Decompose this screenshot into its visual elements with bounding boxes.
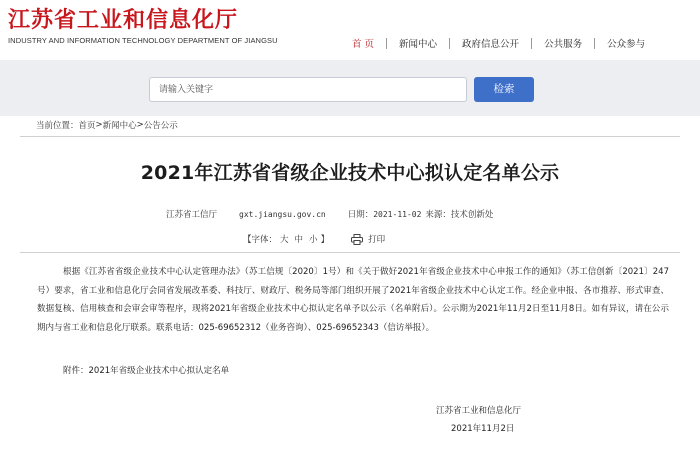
article-source-url: gxt.jiangsu.gov.cn (239, 209, 326, 219)
nav-item-public-service[interactable]: 公共服务 (544, 39, 583, 50)
font-size-small[interactable]: 小 (309, 235, 318, 245)
article-meta (166, 208, 493, 220)
print-button[interactable] (351, 233, 385, 245)
font-size-label: 【字体： (243, 235, 278, 245)
article-title: 2021年江苏省省级企业技术中心拟认定名单公示 (140, 162, 560, 184)
nav-divider (531, 38, 532, 49)
printer-icon (351, 234, 363, 245)
breadcrumb-prefix: 当前位置： (36, 120, 79, 131)
font-size-close: 】 (320, 235, 330, 245)
breadcrumb-item-home[interactable]: 首页 (78, 120, 96, 131)
article-category: 技术创新处 (450, 210, 494, 220)
breadcrumb-separator: > (95, 119, 103, 130)
breadcrumb-item-notices[interactable]: 公告公示 (143, 120, 178, 131)
signature-org: 江苏省工业和信息化厅 (436, 406, 522, 416)
main-nav (352, 36, 645, 50)
nav-item-home[interactable]: 首 页 (352, 39, 375, 50)
signature-date: 2021年11月2日 (451, 424, 515, 434)
nav-item-gov-info[interactable]: 政府信息公开 (462, 39, 520, 50)
nav-divider (386, 38, 387, 49)
search-button[interactable]: 检索 (474, 77, 534, 102)
site-name-en: INDUSTRY AND INFORMATION TECHNOLOGY DEPARTMENT OF JIANGSU (8, 36, 278, 45)
nav-divider (594, 38, 595, 49)
article-date-label: 日期： (347, 210, 374, 220)
site-header (0, 0, 700, 60)
site-logo[interactable] (8, 7, 278, 45)
article-date: 2021-11-02 (373, 209, 422, 219)
search-bar (0, 60, 700, 116)
nav-item-participation[interactable]: 公众参与 (607, 39, 646, 50)
font-size-medium[interactable]: 中 (294, 235, 304, 245)
attachment-link[interactable]: 附件：2021年省级企业技术中心拟认定名单 (63, 366, 230, 376)
divider (20, 136, 680, 137)
site-name-cn: 江苏省工业和信息化厅 (8, 7, 239, 33)
divider (20, 252, 680, 253)
search-input[interactable] (149, 77, 467, 102)
nav-divider (449, 38, 450, 49)
breadcrumb-separator: > (136, 119, 144, 130)
font-size-large[interactable]: 大 (280, 235, 289, 245)
breadcrumb-item-news[interactable]: 新闻中心 (102, 120, 137, 131)
breadcrumb (36, 118, 178, 131)
print-label: 打印 (368, 235, 386, 245)
article-category-label: 来源： (425, 210, 451, 220)
article-tools (243, 233, 385, 245)
article-source: 江苏省工信厅 (166, 210, 218, 220)
nav-item-news[interactable]: 新闻中心 (399, 39, 438, 50)
article-body: 根据《江苏省省级企业技术中心认定管理办法》（苏工信规〔2020〕1号）和《关于做好2021年省级企业技术中心申报工作的通知》（苏工信创新〔2021〕247号）要求，省工业和信息化厅会同省发展改革委、科技厅、财政厅、税务局等部门组织开展了2021年省级企业技术中心认定工作。经企业申报、各市推荐、形式审查、数据复核、信用核查和会审会审等程序，现将2021年省级企业技术中心拟认定名单予以公示（名单附后）。公示期为2021年11月2日至11月8日。如有异议，请在公示期内与省工业和信息化厅联系。联系电话：025-69652312（业务咨询）、025-69652343（信访举报）。 (37, 267, 669, 333)
